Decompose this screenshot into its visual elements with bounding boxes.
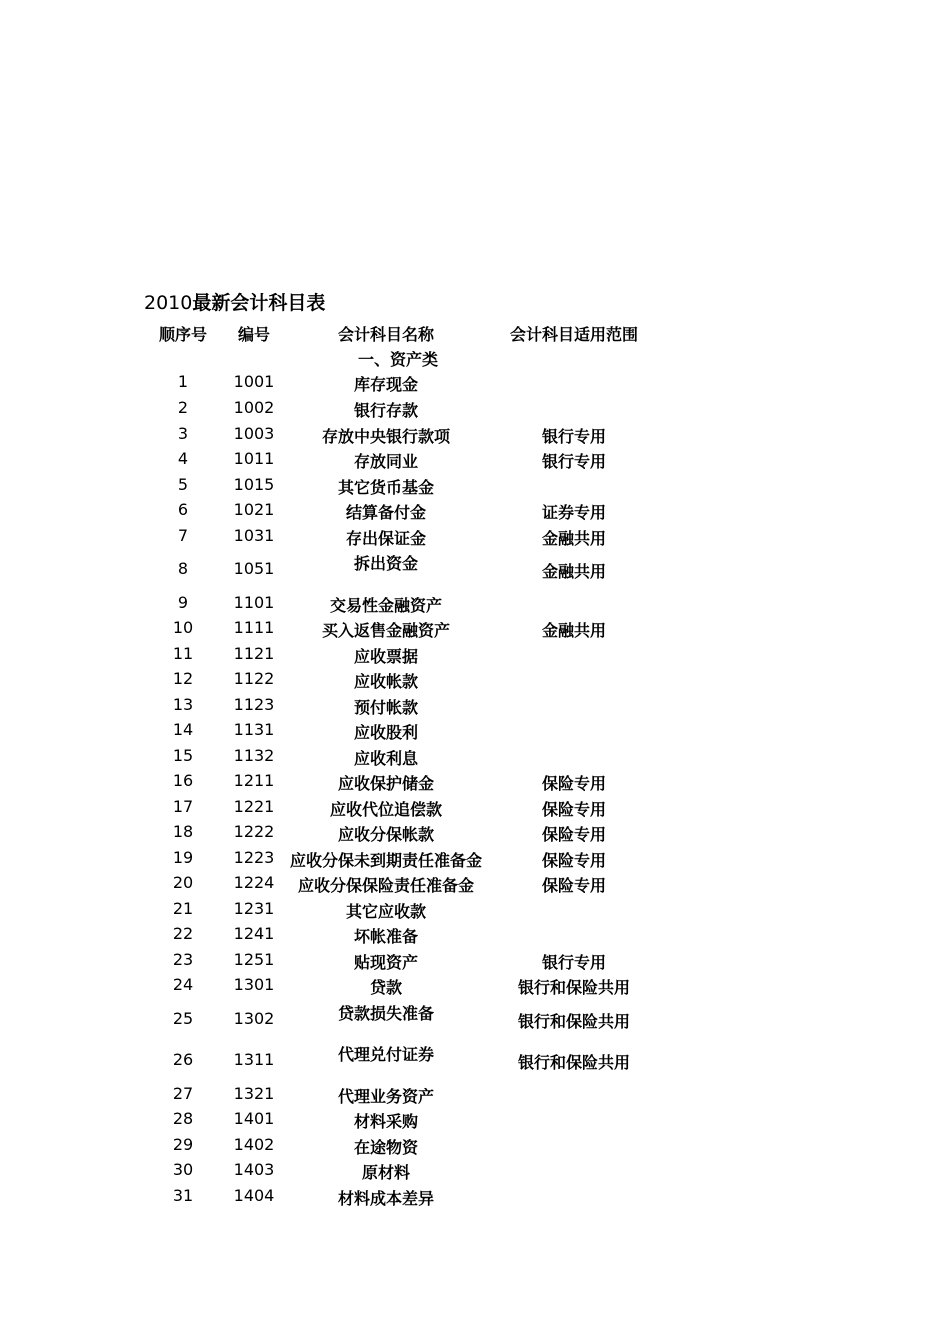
row-scope: 银行和保险共用 [517,1053,631,1072]
row-code: 1302 [233,1009,275,1028]
header-name: 会计科目名称 [337,325,435,344]
row-scope: 银行专用 [541,427,607,446]
row-code: 1051 [233,559,275,578]
header-scope: 会计科目适用范围 [509,325,639,344]
row-seq: 25 [172,1009,194,1028]
header-seq: 顺序号 [158,325,208,344]
row-code: 1015 [233,475,275,494]
row-name: 其它货币基金 [337,478,435,497]
row-seq: 9 [177,593,189,612]
row-name: 应收票据 [353,647,419,666]
row-seq: 23 [172,950,194,969]
row-seq: 11 [172,644,194,663]
row-name: 银行存款 [353,401,419,420]
header-code: 编号 [237,325,271,344]
row-seq: 6 [177,500,189,519]
row-code: 1021 [233,500,275,519]
row-seq: 12 [172,669,194,688]
row-seq: 21 [172,899,194,918]
row-code: 1402 [233,1135,275,1154]
row-seq: 4 [177,449,189,468]
row-seq: 1 [177,372,189,391]
row-code: 1241 [233,924,275,943]
row-name: 应收分保未到期责任准备金 [289,851,483,870]
row-code: 1231 [233,899,275,918]
row-code: 1122 [233,669,275,688]
row-seq: 24 [172,975,194,994]
title-text: 最新会计科目表 [192,292,326,314]
row-seq: 13 [172,695,194,714]
row-code: 1131 [233,720,275,739]
row-scope: 保险专用 [541,774,607,793]
row-seq: 3 [177,424,189,443]
row-name: 坏帐准备 [353,927,419,946]
row-name: 代理业务资产 [337,1087,435,1106]
row-seq: 8 [177,559,189,578]
row-name: 存放中央银行款项 [321,427,451,446]
row-scope: 金融共用 [541,529,607,548]
row-code: 1301 [233,975,275,994]
row-scope: 保险专用 [541,825,607,844]
row-name: 应收分保保险责任准备金 [297,876,475,895]
row-code: 1251 [233,950,275,969]
row-scope: 金融共用 [541,562,607,581]
row-code: 1222 [233,822,275,841]
row-name: 应收保护储金 [337,774,435,793]
row-name: 应收代位追偿款 [329,800,443,819]
row-scope: 保险专用 [541,876,607,895]
row-seq: 26 [172,1050,194,1069]
row-name: 应收分保帐款 [337,825,435,844]
row-name: 在途物资 [353,1138,419,1157]
row-seq: 15 [172,746,194,765]
row-code: 1321 [233,1084,275,1103]
row-code: 1002 [233,398,275,417]
row-name: 交易性金融资产 [329,596,443,615]
row-seq: 30 [172,1160,194,1179]
row-seq: 2 [177,398,189,417]
row-code: 1311 [233,1050,275,1069]
row-name: 材料采购 [353,1112,419,1131]
row-scope: 银行专用 [541,452,607,471]
row-name: 预付帐款 [353,698,419,717]
row-name: 库存现金 [353,375,419,394]
row-code: 1223 [233,848,275,867]
row-scope: 保险专用 [541,851,607,870]
row-seq: 7 [177,526,189,545]
row-code: 1001 [233,372,275,391]
row-seq: 20 [172,873,194,892]
row-scope: 银行专用 [541,953,607,972]
row-code: 1111 [233,618,275,637]
row-name: 原材料 [361,1163,411,1182]
row-name: 拆出资金 [353,554,419,573]
row-seq: 10 [172,618,194,637]
row-code: 1121 [233,644,275,663]
row-name: 其它应收款 [345,902,427,921]
row-code: 1221 [233,797,275,816]
row-seq: 22 [172,924,194,943]
row-code: 1403 [233,1160,275,1179]
row-code: 1404 [233,1186,275,1205]
row-name: 应收利息 [353,749,419,768]
section-label: 一、资产类 [357,350,439,369]
row-scope: 银行和保险共用 [517,978,631,997]
row-code: 1011 [233,449,275,468]
row-seq: 16 [172,771,194,790]
row-name: 应收股利 [353,723,419,742]
row-seq: 19 [172,848,194,867]
title-year: 2010 [144,292,193,314]
row-seq: 31 [172,1186,194,1205]
row-scope: 证券专用 [541,503,607,522]
row-name: 代理兑付证券 [337,1045,435,1064]
row-seq: 17 [172,797,194,816]
row-scope: 银行和保险共用 [517,1012,631,1031]
row-seq: 27 [172,1084,194,1103]
row-name: 贷款 [369,978,403,997]
row-scope: 金融共用 [541,621,607,640]
row-code: 1401 [233,1109,275,1128]
row-name: 买入返售金融资产 [321,621,451,640]
page-title [144,288,325,315]
row-name: 存出保证金 [345,529,427,548]
row-seq: 18 [172,822,194,841]
row-seq: 14 [172,720,194,739]
row-code: 1224 [233,873,275,892]
row-code: 1123 [233,695,275,714]
row-seq: 29 [172,1135,194,1154]
row-code: 1132 [233,746,275,765]
row-seq: 28 [172,1109,194,1128]
row-name: 贷款损失准备 [337,1004,435,1023]
row-name: 应收帐款 [353,672,419,691]
row-name: 材料成本差异 [337,1189,435,1208]
row-code: 1003 [233,424,275,443]
row-name: 存放同业 [353,452,419,471]
row-code: 1031 [233,526,275,545]
row-name: 结算备付金 [345,503,427,522]
row-name: 贴现资产 [353,953,419,972]
row-code: 1211 [233,771,275,790]
row-code: 1101 [233,593,275,612]
row-scope: 保险专用 [541,800,607,819]
row-seq: 5 [177,475,189,494]
